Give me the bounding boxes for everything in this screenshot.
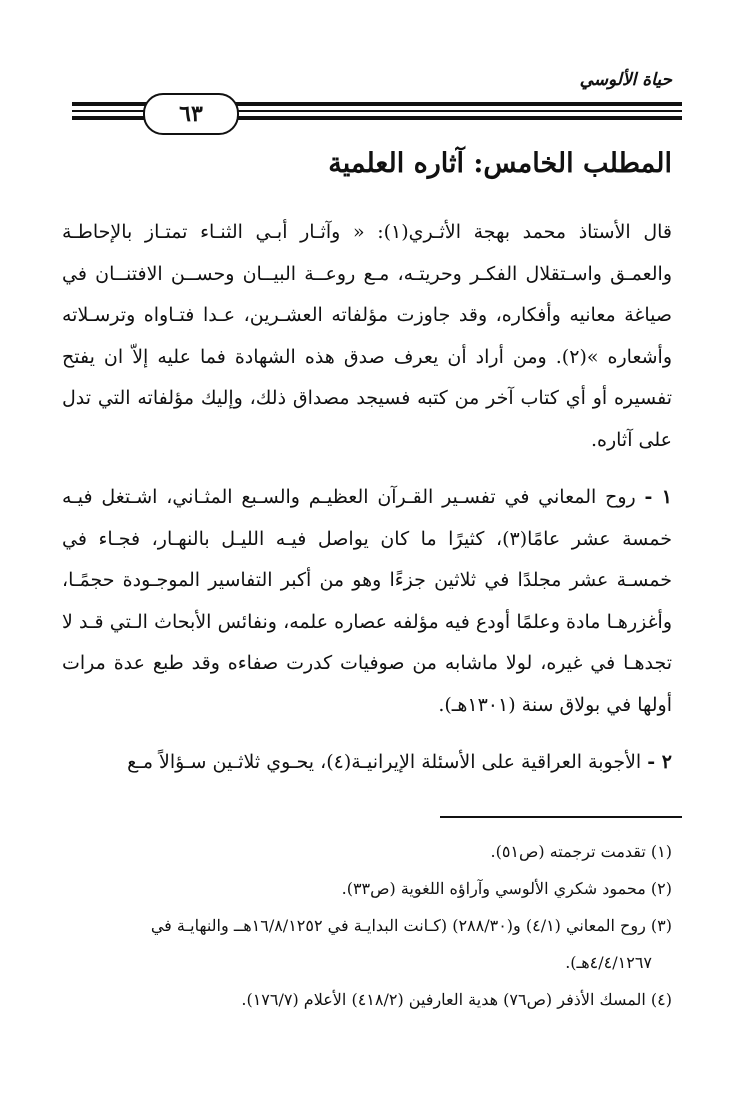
section-title: المطلب الخامس: آثاره العلمية: [328, 148, 672, 179]
list-item: [62, 742, 672, 784]
intro-paragraph: قال الأستاذ محمد بهجة الأثـري(١): « وآثـار أبـي الثنـاء تمتـاز بالإحاطـة والعمـق واسـتقلال الفكـر وحريتـه، مـع روعــة البيــان وحســن الافتنــان في صياغة معانيه وأفكاره، وقد جاوزت مؤلفاته العشـرين، عـدا فتـاواه وترسـلاته وأشعاره »(٢). ومن أراد أن يعرف صدق هذه الشهادة فما عليه إلاّ ان يفتح تفسيره أو أي كتاب آخر من كتبه فسيجد مصداق ذلك، وإليك مؤلفاته التي تدل على آثاره.: [62, 221, 672, 451]
page-number-frame: [143, 93, 239, 135]
footnote-continuation: ٤/٤/١٢٦٧هـ).: [565, 953, 652, 972]
item-text: الأجوبة العراقية على الأسئلة الإيرانيـة(٤)، يحـوي ثلاثـين سـؤالاً مـع: [127, 751, 642, 773]
list-item: [62, 477, 672, 726]
footnote: (٤) المسك الأذفر (ص٧٦) هدية العارفين (٤١٨/٢) الأعلام (١٧٦/٧).: [241, 990, 672, 1009]
footnote: (٢) محمود شكري الألوسي وآراؤه اللغوية (ص٣٣).: [341, 879, 672, 898]
running-title: حياة الألوسي: [579, 70, 672, 90]
footnote-separator: [440, 816, 682, 818]
page-number: ٦٣: [179, 101, 203, 127]
item-number: ١ -: [644, 486, 672, 508]
body-text: [62, 212, 672, 784]
footnote: (٣) روح المعاني (٤/١) و(٢٨٨/٣٠) (كـانت البدايـة في ١٦/٨/١٢٥٢هــ والنهايـة في: [150, 916, 672, 935]
item-text: روح المعاني في تفسـير القـرآن العظيـم والسـبع المثـاني، اشـتغل فيـه خمسة عشر عامًا(٣)، كثيرًا ما كان يواصل فيـه الليـل بالنهـار، فجـاء في خمسـة عشر مجلدًا في ثلاثين جزءًا وهو من أكبر التفاسير الموجـودة حجمًـا، وأغزرهـا مادة وعلمًا أودع فيه مؤلفه عصاره علمه، ونفائس الأبحاث الـتي قـد لا تجدهـا في غيره، لولا ماشابه من صوفيات كدرت صفاءه وقد طبع عدة مرات أولها في بولاق سنة (١٣٠١هـ).: [62, 486, 672, 716]
footnote: (١) تقدمت ترجمته (ص٥١).: [490, 842, 672, 861]
footnotes: [62, 833, 672, 1018]
item-number: ٢ -: [647, 751, 672, 773]
